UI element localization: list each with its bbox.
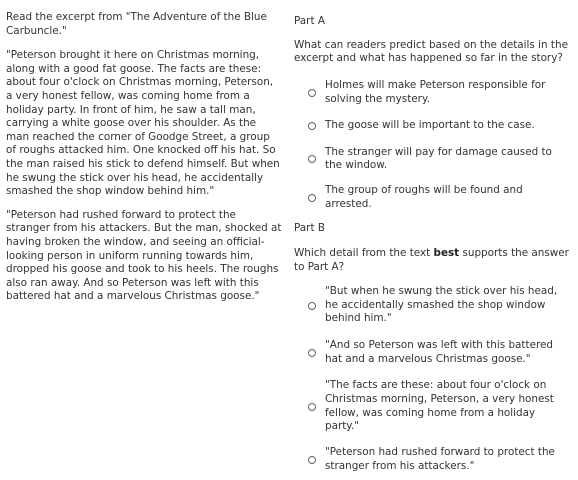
part-b-option-1[interactable] <box>294 280 570 332</box>
radio-button[interactable] <box>308 155 316 163</box>
question-emphasis: best <box>433 247 460 260</box>
radio-button[interactable] <box>308 194 316 202</box>
radio-button[interactable] <box>308 349 316 357</box>
questions-column <box>294 15 570 480</box>
part-b-label: Part B <box>294 221 325 234</box>
part-a-option-4[interactable] <box>294 179 570 217</box>
part-b-question <box>294 247 570 274</box>
passage-paragraph-2: "Peterson had rushed forward to protect the stranger from his attackers. But the man, shocked at having broken the window, and seeing an official-looking person in uniform running towards him, dropped his goose and took to his heels. The roughs also ran away. And so Peterson was left with this battered hat and a marvelous Christmas goose." <box>6 208 282 303</box>
radio-button[interactable] <box>308 89 316 97</box>
option-label: "But when he swung the stick over his head, he accidentally smashed the shop window behind him." <box>325 285 558 325</box>
option-label: The stranger will pay for damage caused to the window. <box>325 145 552 172</box>
passage-column <box>6 11 282 314</box>
part-a-option-1[interactable] <box>294 73 570 113</box>
part-a-option-3[interactable] <box>294 140 570 179</box>
option-label: "The facts are these: about four o'clock on Christmas morning, Peterson, a very honest fellow, was coming home from a holiday party." <box>325 379 554 433</box>
part-b-option-2[interactable] <box>294 332 570 374</box>
radio-button[interactable] <box>308 403 316 411</box>
option-label: "And so Peterson was left with this battered hat and a marvelous Christmas goose." <box>325 338 553 365</box>
part-b-options <box>294 280 570 480</box>
part-a-question: What can readers predict based on the details in the excerpt and what has happened so far in the story? <box>294 38 568 65</box>
option-label: Holmes will make Peterson responsible for solving the mystery. <box>325 79 546 105</box>
option-label: The goose will be important to the case. <box>325 119 535 132</box>
part-a-options <box>294 73 570 217</box>
part-b-option-3[interactable] <box>294 374 570 440</box>
radio-button[interactable] <box>308 456 316 464</box>
part-b-option-4[interactable] <box>294 440 570 480</box>
part-a-option-2[interactable] <box>294 113 570 140</box>
passage-intro: Read the excerpt from "The Adventure of the Blue Carbuncle." <box>6 11 267 37</box>
part-a-label: Part A <box>294 15 325 27</box>
question-text: supports the answer to Part A? <box>294 247 569 273</box>
radio-button[interactable] <box>308 302 316 310</box>
option-label: The group of roughs will be found and arrested. <box>325 184 523 210</box>
question-text: Which detail from the text <box>294 247 434 260</box>
passage-paragraph-1: "Peterson brought it here on Christmas morning, along with a good fat goose. The facts are these: about four o'clock on Christmas morning, Peterson, a very honest fellow, was coming home from a holiday party. In front of him, he saw a tall man, carrying a white goose over his shoulder. As the man reached the corner of Goodge Street, a group of roughs attacked him. One knocked off his hat. So the man raised his stick to defend himself. But when he swung the stick over his head, he accidentally smashed the shop window behind him." <box>6 49 280 198</box>
option-label: "Peterson had rushed forward to protect the stranger from his attackers." <box>325 445 555 472</box>
radio-button[interactable] <box>308 122 316 130</box>
